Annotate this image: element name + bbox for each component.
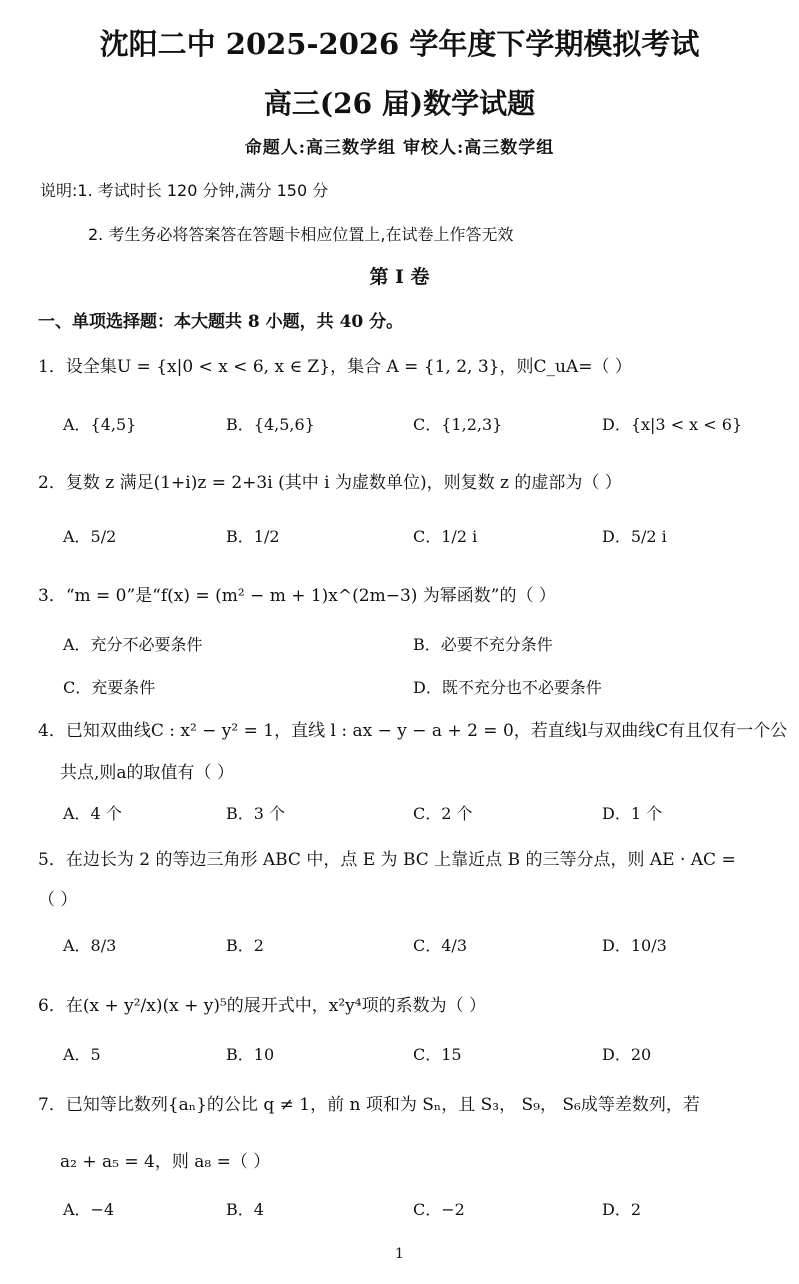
question-5-option-d: D．10/3 (602, 936, 667, 955)
section-heading: 一、单项选择题：本大题共 8 小题，共 40 分。 (38, 312, 404, 332)
question-4-option-a: A．4 个 (63, 804, 122, 823)
question-3-option-a: A．充分不必要条件 (63, 635, 203, 654)
question-6-stem: 6．在(x + y²/x)(x + y)⁵的展开式中，x²y⁴项的系数为（ ） (38, 996, 487, 1016)
question-4-stem-continued: 共点,则a的取值有（ ） (60, 763, 234, 783)
question-7-option-c: C．−2 (413, 1200, 465, 1219)
exam-title: 沈阳二中 2025-2026 学年度下学期模拟考试 (99, 27, 700, 61)
question-6-option-b: B．10 (226, 1045, 275, 1064)
question-4-option-c: C．2 个 (413, 804, 473, 823)
question-1-option-b: B．{4,5,6} (226, 415, 315, 434)
question-2-stem: 2．复数 z 满足(1+i)z = 2+3i (其中 i 为虚数单位)，则复数 z 的虚部为（ ） (38, 473, 622, 493)
question-5-option-a: A．8/3 (63, 936, 117, 955)
question-1-stem: 1．设全集U = {x|0 < x < 6, x ∈ Z}，集合 A = {1, 2, 3}，则C_uA=（ ） (38, 357, 632, 377)
question-2-option-b: B．1/2 (226, 527, 280, 546)
question-6-option-a: A．5 (63, 1045, 101, 1064)
question-7-stem-continued: a₂ + a₅ = 4，则 a₈ =（ ） (60, 1152, 271, 1172)
question-7-stem: 7．已知等比数列{aₙ}的公比 q ≠ 1，前 n 项和为 Sₙ，且 S₃， S₉， S₆成等差数列，若 (38, 1095, 700, 1115)
question-1-option-c: C．{1,2,3} (413, 415, 503, 434)
question-6-option-c: C．15 (413, 1045, 462, 1064)
question-5-option-c: C．4/3 (413, 936, 467, 955)
question-5-stem: 5．在边长为 2 的等边三角形 ABC 中，点 E 为 BC 上靠近点 B 的三等分点，则 AE · AC = (38, 850, 736, 870)
question-2-option-d: D．5/2 i (602, 527, 667, 546)
question-5-stem-continued: （ ） (38, 890, 78, 910)
question-3-option-b: B．必要不充分条件 (413, 635, 553, 654)
question-4-stem: 4．已知双曲线C : x² − y² = 1，直线 l : ax − y − a + 2 = 0，若直线l与双曲线C有且仅有一个公 (38, 721, 788, 741)
question-4-option-d: D．1 个 (602, 804, 663, 823)
question-2-option-c: C．1/2 i (413, 527, 478, 546)
exam-subtitle: 高三(26 届)数学试题 (263, 87, 536, 120)
question-1-option-d: D．{x|3 < x < 6} (602, 415, 743, 434)
question-3-option-d: D．既不充分也不必要条件 (413, 678, 602, 697)
question-3-option-c: C．充要条件 (63, 678, 156, 697)
question-7-option-b: B．4 (226, 1200, 264, 1219)
question-4-option-b: B．3 个 (226, 804, 286, 823)
question-2-option-a: A．5/2 (63, 527, 117, 546)
question-7-option-d: D．2 (602, 1200, 642, 1219)
question-5-option-b: B．2 (226, 936, 264, 955)
part-label: 第 I 卷 (369, 266, 430, 288)
exam-authors: 命题人:高三数学组 审校人:高三数学组 (244, 138, 555, 158)
instruction-1: 说明:1. 考试时长 120 分钟,满分 150 分 (40, 181, 329, 200)
instruction-2: 2. 考生务必将答案答在答题卡相应位置上,在试卷上作答无效 (88, 225, 514, 244)
question-7-option-a: A．−4 (63, 1200, 115, 1219)
question-3-stem: 3．“m = 0”是“f(x) = (m² − m + 1)x^(2m−3) 为幂函数”的（ ） (38, 586, 556, 606)
page-number: 1 (395, 1246, 404, 1262)
question-6-option-d: D．20 (602, 1045, 652, 1064)
question-1-option-a: A．{4,5} (63, 415, 137, 434)
